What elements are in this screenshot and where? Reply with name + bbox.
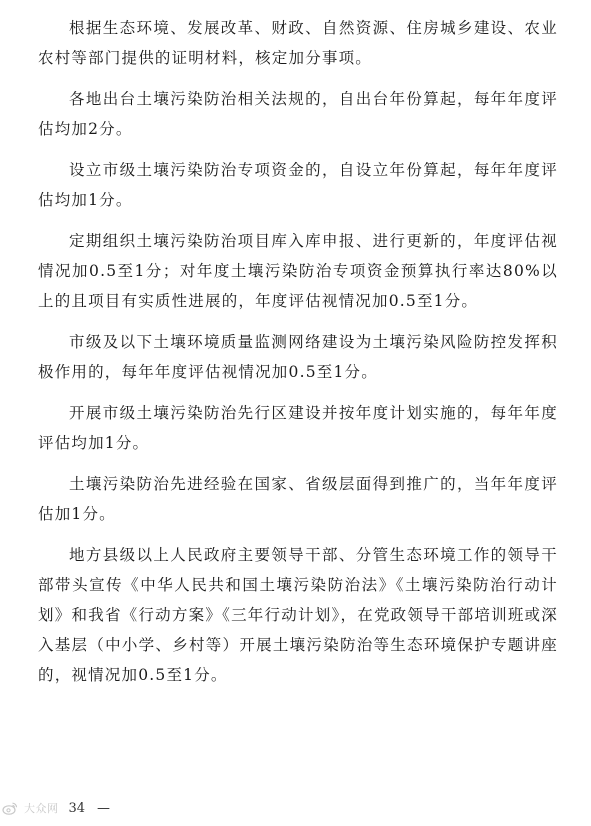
paragraph-pilot-zone-bonus: 开展市级土壤污染防治先行区建设并按年度计划实施的，每年年度评估均加1分。: [38, 404, 558, 452]
paragraph-verification-basis: 根据生态环境、发展改革、财政、自然资源、住房城乡建设、农业农村等部门提供的证明材料，核定加分事项。: [38, 19, 558, 67]
paragraph-experience-promotion-bonus: 土壤污染防治先进经验在国家、省级层面得到推广的，当年年度评估加1分。: [38, 475, 558, 523]
paragraph-project-library-bonus: 定期组织土壤污染防治项目库入库申报、进行更新的，年度评估视情况加0.5至1分；对年度土壤污染防治专项资金预算执行率达80%以上的且项目有实质性进展的，年度评估视情况加0.5至1分。: [38, 232, 558, 310]
document-body: [38, 13, 558, 701]
paragraph-special-fund-bonus: 设立市级土壤污染防治专项资金的，自设立年份算起，每年年度评估均加1分。: [38, 161, 558, 209]
page-footer: [2, 798, 110, 818]
paragraph-leadership-publicity-bonus: 地方县级以上人民政府主要领导干部、分管生态环境工作的领导干部带头宣传《中华人民共和国土壤污染防治法》《土壤污染防治行动计划》和我省《行动方案》《三年行动计划》，在党政领导干部培训班或深入基层（中小学、乡村等）开展土壤污染防治等生态环境保护专题讲座的，视情况加0.5至1分。: [38, 546, 558, 684]
page-number-dash: —: [97, 800, 111, 816]
weibo-logo-icon: [2, 800, 18, 816]
paragraph-regulations-bonus: 各地出台土壤污染防治相关法规的，自出台年份算起，每年年度评估均加2分。: [38, 90, 558, 138]
watermark-text: 大众网: [24, 802, 59, 815]
paragraph-monitoring-network-bonus: 市级及以下土壤环境质量监测网络建设为土壤污染风险防控发挥积极作用的，每年年度评估视情况加0.5至1分。: [38, 333, 558, 381]
page-number: 34: [68, 800, 86, 816]
